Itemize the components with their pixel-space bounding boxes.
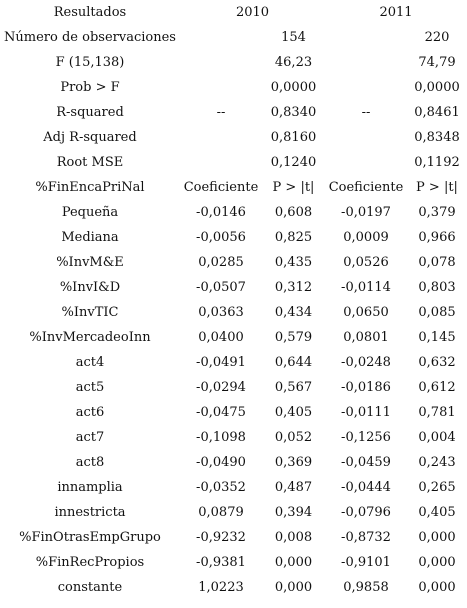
stat-value-2010: 154 — [281, 30, 306, 45]
stat-value-2011: 74,79 — [418, 55, 456, 70]
stat-value-2011: 0,8348 — [414, 130, 460, 145]
variable-name: %InvM&E — [56, 255, 124, 270]
stat-value-2010: 0,8160 — [270, 130, 317, 145]
coef-2011: -0,0186 — [341, 380, 391, 395]
coef-2011: -0,1256 — [341, 430, 391, 445]
coef-header-row — [0, 175, 467, 200]
p-value-2011: 0,078 — [418, 255, 456, 270]
p-value-2011: 0,803 — [418, 280, 456, 295]
p-value-2011: 0,781 — [418, 405, 456, 420]
stat-value-2011: 0,0000 — [414, 80, 460, 95]
coef-2010: 0,0400 — [198, 330, 244, 345]
stat-value-2011: 0,8461 — [414, 105, 460, 120]
coef-2010: -0,9381 — [196, 555, 246, 570]
stat-value-2010: 0,0000 — [270, 80, 317, 95]
coef-2010: -0,0491 — [196, 355, 246, 370]
p-value-2010: 0,000 — [274, 580, 313, 595]
coef-2011: -0,0114 — [341, 280, 391, 295]
p-value-2011: 0,966 — [418, 230, 456, 245]
variable-name: act6 — [75, 405, 105, 420]
coef-2011: -0,0796 — [341, 505, 391, 520]
coef-2010: 1,0223 — [198, 580, 244, 595]
coef-row — [0, 300, 467, 325]
coef-2011: 0,0650 — [343, 305, 389, 320]
variable-name: %InvI&D — [59, 280, 121, 295]
year-2011-heading: 2011 — [379, 5, 413, 20]
variable-name: %FinOtrasEmpGrupo — [19, 530, 161, 545]
variable-name: act7 — [75, 430, 105, 445]
p-value-2010: 0,008 — [274, 530, 313, 545]
coef-row — [0, 550, 467, 575]
coef-2010: -0,0475 — [196, 405, 246, 420]
p-value-2011: 0,243 — [418, 455, 456, 470]
variable-name: act4 — [75, 355, 105, 370]
coef-2010: -0,0352 — [196, 480, 246, 495]
header-label: Resultados — [53, 5, 127, 20]
variable-name: innamplia — [57, 480, 123, 495]
p-value-2010: 0,434 — [274, 305, 313, 320]
coef-row — [0, 200, 467, 225]
coef-2010: -0,0490 — [196, 455, 246, 470]
p-value-2010: 0,825 — [274, 230, 313, 245]
stat-row — [0, 25, 467, 50]
stat-value-2010: 0,1240 — [270, 155, 317, 170]
stat-label: R-squared — [56, 105, 124, 120]
p-value-2010: 0,487 — [274, 480, 313, 495]
variable-name: %FinRecPropios — [35, 555, 145, 570]
stat-label: Prob > F — [60, 80, 120, 95]
stat-row — [0, 50, 467, 75]
variable-name: %InvTIC — [61, 305, 119, 320]
p-value-2011: 0,632 — [418, 355, 456, 370]
stat-label: F (15,138) — [55, 55, 125, 70]
p-value-2010: 0,369 — [274, 455, 313, 470]
coef-row — [0, 475, 467, 500]
stat-value-2011: 0,1192 — [414, 155, 460, 170]
coef-2011: -0,0444 — [341, 480, 391, 495]
stat-label: Adj R-squared — [43, 130, 137, 145]
variable-name: innestricta — [54, 505, 126, 520]
p-value-2010: 0,435 — [274, 255, 313, 270]
p-value-2011: 0,612 — [418, 380, 456, 395]
stat-value-2010: 0,8340 — [270, 105, 317, 120]
variable-name: act5 — [75, 380, 105, 395]
coef-row — [0, 250, 467, 275]
coef-2011: 0,9858 — [343, 580, 389, 595]
coef-row — [0, 225, 467, 250]
coef-2011: 0,0801 — [343, 330, 389, 345]
p-value-2011: 0,405 — [418, 505, 456, 520]
p-value-2010: 0,567 — [274, 380, 313, 395]
variable-name: act8 — [75, 455, 105, 470]
stat-spacer-2010 — [180, 25, 262, 50]
p-value-2011: 0,000 — [418, 555, 456, 570]
coef-2010: -0,0507 — [196, 280, 246, 295]
year-2010-heading: 2010 — [235, 5, 270, 20]
coef-row — [0, 275, 467, 300]
coef-heading-2011: Coeficiente — [328, 180, 404, 195]
stat-label: Root MSE — [56, 155, 124, 170]
coef-2011: -0,8732 — [341, 530, 391, 545]
coef-2010: 0,0879 — [198, 505, 244, 520]
stat-value-2010: 46,23 — [274, 55, 313, 70]
dependent-variable-label: %FinEncaPriNal — [35, 180, 145, 195]
coef-row — [0, 400, 467, 425]
coef-2010: 0,0285 — [198, 255, 244, 270]
stat-spacer-2011 — [325, 25, 407, 50]
coef-2011: -0,0111 — [341, 405, 391, 420]
p-value-2010: 0,394 — [274, 505, 313, 520]
variable-name: Pequeña — [61, 205, 119, 220]
variable-name: Mediana — [61, 230, 119, 245]
coef-2011: 0,0526 — [343, 255, 389, 270]
coef-row — [0, 325, 467, 350]
p-value-2010: 0,052 — [274, 430, 313, 445]
coef-2011: -0,9101 — [341, 555, 391, 570]
coef-2011: -0,0459 — [341, 455, 391, 470]
variable-name: constante — [57, 580, 123, 595]
p-value-heading-2010: P > |t| — [272, 180, 315, 195]
p-value-2011: 0,379 — [418, 205, 456, 220]
coef-heading-2010: Coeficiente — [183, 180, 259, 195]
p-value-2010: 0,644 — [274, 355, 313, 370]
coef-row — [0, 450, 467, 475]
coef-2010: -0,1098 — [196, 430, 246, 445]
coef-2011: -0,0197 — [341, 205, 391, 220]
coef-row — [0, 500, 467, 525]
coef-2010: -0,0056 — [196, 230, 246, 245]
variable-name: %InvMercadeoInn — [29, 330, 151, 345]
p-value-2011: 0,000 — [418, 530, 456, 545]
p-value-2011: 0,004 — [418, 430, 456, 445]
coef-2011: -0,0248 — [341, 355, 391, 370]
coef-2010: -0,0294 — [196, 380, 246, 395]
coef-row — [0, 525, 467, 550]
p-value-2011: 0,085 — [418, 305, 456, 320]
p-value-2010: 0,000 — [274, 555, 313, 570]
header-row — [0, 0, 467, 25]
coef-2010: -0,9232 — [196, 530, 246, 545]
coef-row — [0, 350, 467, 375]
stat-value-2011: 220 — [424, 30, 450, 45]
p-value-heading-2011: P > |t| — [416, 180, 458, 195]
p-value-2010: 0,579 — [274, 330, 313, 345]
coef-row — [0, 375, 467, 400]
stat-dash-2010: -- — [216, 105, 226, 120]
p-value-2011: 0,000 — [418, 580, 456, 595]
coef-2011: 0,0009 — [343, 230, 389, 245]
coef-2010: -0,0146 — [196, 205, 246, 220]
stat-label: Número de observaciones — [4, 30, 176, 45]
p-value-2011: 0,265 — [418, 480, 456, 495]
coef-2010: 0,0363 — [198, 305, 244, 320]
coef-row — [0, 425, 467, 450]
p-value-2010: 0,312 — [274, 280, 313, 295]
coef-row — [0, 575, 467, 600]
p-value-2010: 0,608 — [274, 205, 313, 220]
stat-dash-2011: -- — [361, 105, 371, 120]
p-value-2011: 0,145 — [418, 330, 456, 345]
p-value-2010: 0,405 — [274, 405, 313, 420]
